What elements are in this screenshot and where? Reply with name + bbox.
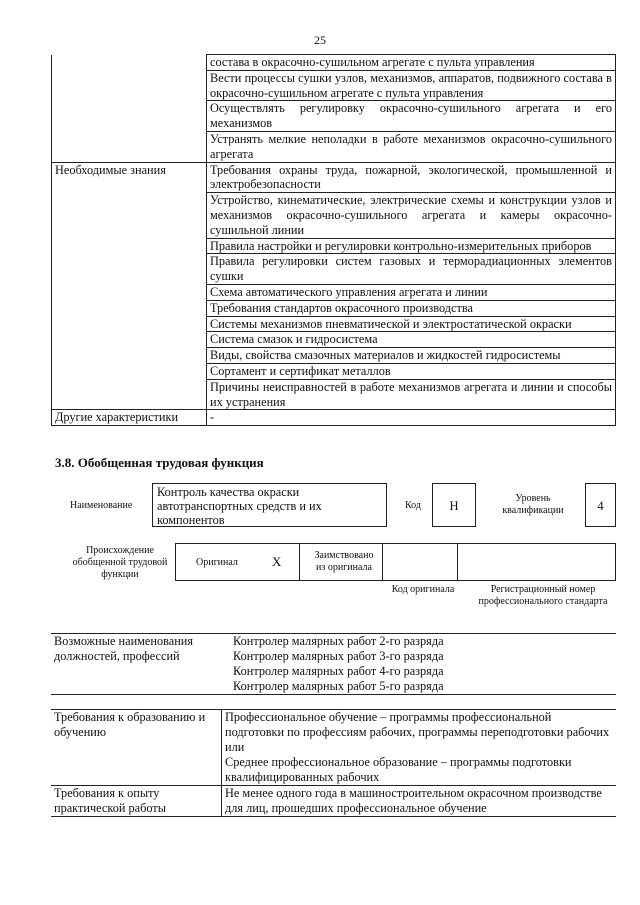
qualification-level-label: Уровень квалификации — [502, 493, 564, 516]
row-text: Системы механизмов пневматической и электростатической окраски — [207, 316, 616, 332]
experience-label: Требования к опыту практической работы — [51, 786, 222, 817]
row-text: Требования охраны труда, пожарной, экологической, промышленной и электробезопасности — [207, 162, 616, 193]
row-text: Виды, свойства смазочных материалов и жидкостей гидросистемы — [207, 348, 616, 364]
table-row — [52, 300, 616, 316]
row-text: - — [207, 410, 616, 426]
row-label — [52, 193, 207, 238]
function-code-box: Н — [432, 483, 476, 527]
education-requirements — [222, 710, 617, 786]
row-text: состава в окрасочно-сушильном агрегате с пульта управления — [207, 55, 616, 71]
education-line: или — [225, 740, 245, 754]
code-label: Код — [405, 500, 421, 511]
row-label — [52, 131, 207, 162]
row-label — [52, 101, 207, 132]
row-label — [52, 70, 207, 101]
origin-label: Происхождение обобщенной трудовой функции — [72, 545, 168, 580]
positions-table — [51, 633, 616, 695]
row-label — [52, 348, 207, 364]
row-label — [52, 55, 207, 71]
position-item: Контролер малярных работ 5-го разряда — [233, 679, 444, 693]
row-label — [52, 284, 207, 300]
table-row — [52, 410, 616, 426]
original-code-cell — [382, 543, 458, 581]
row-label: Другие характеристики — [52, 410, 207, 426]
row-text: Система смазок и гидросистема — [207, 332, 616, 348]
row-label — [52, 254, 207, 285]
row-text: Осуществлять регулировку окрасочно-сушильного агрегата и его механизмов — [207, 101, 616, 132]
experience-requirements: Не менее одного года в машиностроительном окрасочном производстве для лиц, прошедших профессиональное обучение — [222, 786, 617, 817]
origin-row — [175, 543, 616, 581]
position-item: Контролер малярных работ 3-го разряда — [233, 649, 444, 663]
borrowed-label: Заимствовано из оригинала — [314, 550, 374, 573]
row-label: Необходимые знания — [52, 162, 207, 193]
row-label — [52, 332, 207, 348]
qualification-level-box: 4 — [585, 483, 616, 527]
table-row — [52, 379, 616, 410]
education-line: Профессиональное обучение – программы профессиональной подготовки по профессиям рабочих, программы переподготовки рабочих — [225, 710, 610, 739]
row-text: Причины неисправностей в работе механизмов агрегата и линии и способы их устранения — [207, 379, 616, 410]
table-row — [52, 332, 616, 348]
requirements-table — [51, 709, 616, 817]
row-text: Требования стандартов окрасочного производства — [207, 300, 616, 316]
row-text: Устранять мелкие неполадки в работе механизмов окрасочно-сушильного агрегата — [207, 131, 616, 162]
row-text: Сортамент и сертификат металлов — [207, 363, 616, 379]
name-label: Наименование — [70, 500, 133, 511]
original-code-caption: Код оригинала — [391, 584, 455, 595]
table-row — [52, 254, 616, 285]
table-row — [52, 363, 616, 379]
registration-number-caption: Регистрационный номер профессионального стандарта — [478, 584, 608, 607]
row-label — [52, 238, 207, 254]
table-row — [52, 55, 616, 71]
row-label — [52, 300, 207, 316]
positions-list — [221, 634, 616, 695]
section-heading: 3.8. Обобщенная трудовая функция — [55, 455, 264, 470]
table-row — [52, 101, 616, 132]
row-text: Правила настройки и регулировки контрольно-измерительных приборов — [207, 238, 616, 254]
table-row — [52, 348, 616, 364]
position-item: Контролер малярных работ 2-го разряда — [233, 634, 444, 648]
skills-knowledge-table — [51, 54, 616, 426]
table-row — [52, 316, 616, 332]
original-cell — [175, 543, 300, 581]
row-text: Устройство, кинематические, электрические схемы и конструкции узлов и механизмов окрасочно-сушильного агрегата и камеры окрасочно-сушильной линии — [207, 193, 616, 238]
page-number: 25 — [314, 33, 326, 47]
row-label — [52, 379, 207, 410]
table-row — [52, 131, 616, 162]
registration-number-cell — [457, 543, 616, 581]
row-label — [52, 363, 207, 379]
original-label: Оригинал — [196, 557, 238, 568]
row-text: Правила регулировки систем газовых и терморадиационных элементов сушки — [207, 254, 616, 285]
table-row — [52, 193, 616, 238]
original-mark: X — [272, 554, 282, 569]
positions-label: Возможные наименования должностей, профессий — [51, 634, 221, 695]
row-label — [52, 316, 207, 332]
position-item: Контролер малярных работ 4-го разряда — [233, 664, 444, 678]
row-text: Вести процессы сушки узлов, механизмов, аппаратов, подвижного состава в окрасочно-сушильном агрегате с пульта управления — [207, 70, 616, 101]
row-text: Схема автоматического управления агрегата и линии — [207, 284, 616, 300]
education-label: Требования к образованию и обучению — [51, 710, 222, 786]
borrowed-cell — [299, 543, 383, 581]
function-name-box: Контроль качества окраски автотранспортных средств и их компонентов — [152, 483, 387, 527]
table-row — [52, 70, 616, 101]
table-row — [52, 284, 616, 300]
table-row — [52, 162, 616, 193]
table-row — [52, 238, 616, 254]
education-line: Среднее профессиональное образование – программы подготовки квалифицированных рабочих — [225, 755, 572, 784]
